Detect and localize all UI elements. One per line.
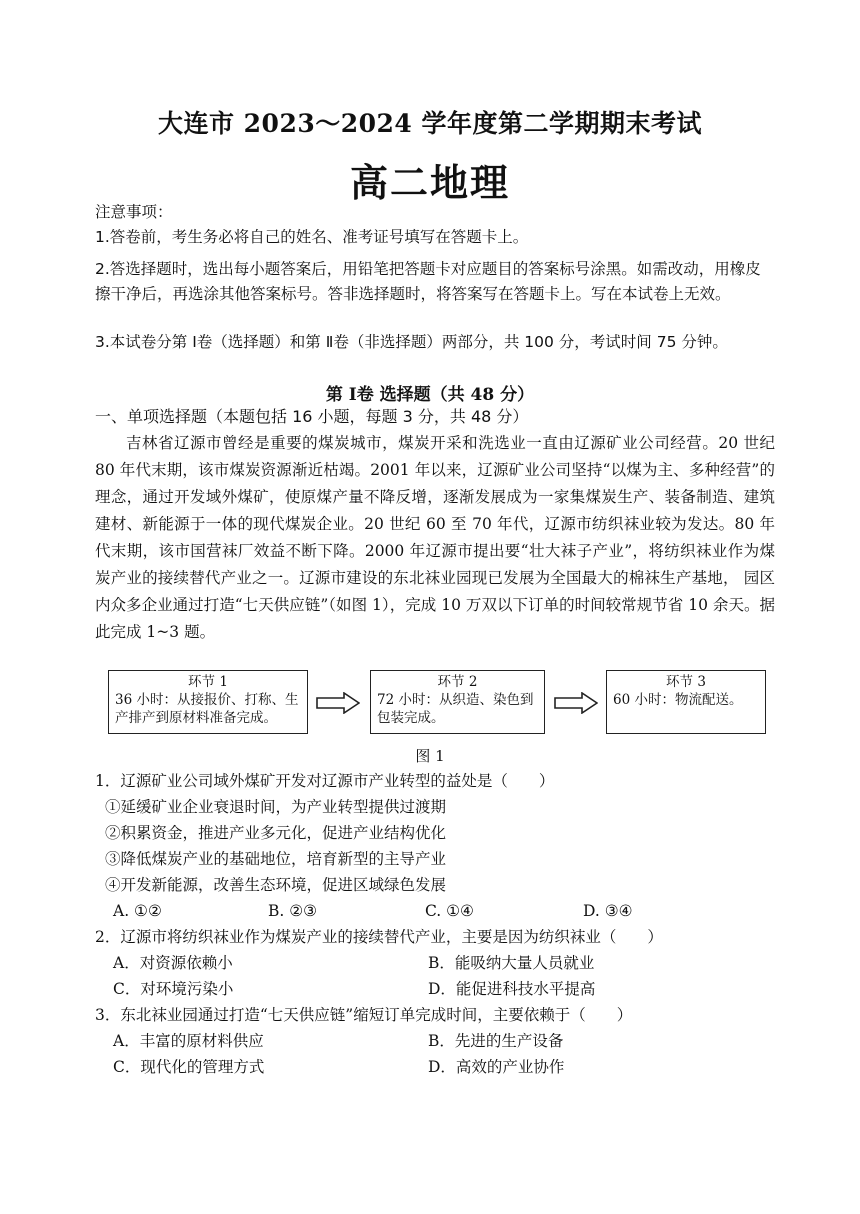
part-title: 一、单项选择题（本题包括 16 小题，每题 3 分，共 48 分） [95,407,529,426]
question-statement: ①延缓矿业企业衰退时间，为产业转型提供过渡期 [105,798,447,816]
answer-option: B．先进的生产设备 [428,1032,564,1050]
question-statement: ②积累资金，推进产业多元化，促进产业结构优化 [105,824,447,842]
flow-step-title: 环节 3 [666,674,706,690]
section-title: 第 Ⅰ卷 选择题（共 48 分） [325,385,535,405]
supply-chain-diagram [108,670,768,736]
reading-passage: 吉林省辽源市曾经是重要的煤炭城市，煤炭开采和洗选业一直由辽源矿业公司经营。20 世纪 80 年代末期，该市煤炭资源渐近枯竭。2001 年以来，辽源矿业公司坚持“以煤为主、多种经营”的理念，通过开发域外煤矿，使原煤产量不降反增，逐渐发展成为一家集煤炭生产、装备制造、建筑建材、新能源于一体的现代煤炭企业。20 世纪 60 至 70 年代，辽源市纺织袜业较为发达。80 年代末期，该市国营袜厂效益不断下降。2000 年辽源市提出要“壮大袜子产业”，将纺织袜业作为煤炭产业的接续替代产业之一。辽源市建设的东北袜业园现已发展为全国最大的棉袜生产基地， 园区内众多企业通过打造“七天供应链”（如图 1），完成 10 万双以下订单的时间较常规节省 10 余天。据此完成 1~3 题。 [95,434,775,641]
subject-title: 高二地理 [349,160,510,205]
answer-option: B．能吸纳大量人员就业 [428,954,595,972]
notice-item: 3.本试卷分第 Ⅰ卷（选择题）和第 Ⅱ卷（非选择题）两部分，共 100 分，考试时间 75 分钟。 [95,333,728,351]
exam-title: 大连市 2023～2024 学年度第二学期期末考试 [157,109,703,138]
answer-option: D．高效的产业协作 [428,1058,565,1076]
right-arrow-icon [554,692,598,714]
question-statement: ③降低煤炭产业的基础地位，培育新型的主导产业 [105,850,447,868]
answer-option: B. ②③ [268,902,318,920]
question-stem: 3．东北袜业园通过打造“七天供应链”缩短订单完成时间，主要依赖于（ ） [95,1006,633,1024]
notice-title: 注意事项： [95,203,173,221]
flow-step-2 [370,670,545,734]
answer-option: A．丰富的原材料供应 [113,1032,264,1050]
figure-label: 图 1 [415,747,445,765]
notice-item: 1.答卷前，考生务必将自己的姓名、准考证号填写在答题卡上。 [95,228,529,246]
answer-option: C．对环境污染小 [113,980,234,998]
flow-step-text: 60 小时：物流配送。 [613,692,743,708]
answer-option: A．对资源依赖小 [113,954,233,972]
question-statement: ④开发新能源，改善生态环境，促进区域绿色发展 [105,876,447,894]
flow-step-title: 环节 2 [437,674,478,690]
answer-option: D. ③④ [583,902,633,920]
flow-step-text: 36 小时：从接报价、打称、生产排产到原材料准备完成。 [115,692,299,726]
answer-option: C．现代化的管理方式 [113,1058,265,1076]
flow-step-title: 环节 1 [188,674,228,690]
flow-step-1 [108,670,308,734]
answer-option: C. ①④ [425,902,474,920]
answer-option: A. ①② [113,902,162,920]
flow-step-text: 72 小时：从织造、染色到包装完成。 [377,692,534,726]
answer-option: D．能促进科技水平提高 [428,980,596,998]
notice-item: 2.答选择题时，选出每小题答案后，用铅笔把答题卡对应题目的答案标号涂黑。如需改动，用橡皮擦干净后，再选涂其他答案标号。答非选择题时，将答案写在答题卡上。写在本试卷上无效。 [95,260,761,303]
right-arrow-icon [316,692,360,714]
question-stem: 1．辽源矿业公司域外煤矿开发对辽源市产业转型的益处是（ ） [95,772,555,790]
question-stem: 2．辽源市将纺织袜业作为煤炭产业的接续替代产业，主要是因为纺织袜业（ ） [95,928,663,946]
flow-step-3 [606,670,766,734]
